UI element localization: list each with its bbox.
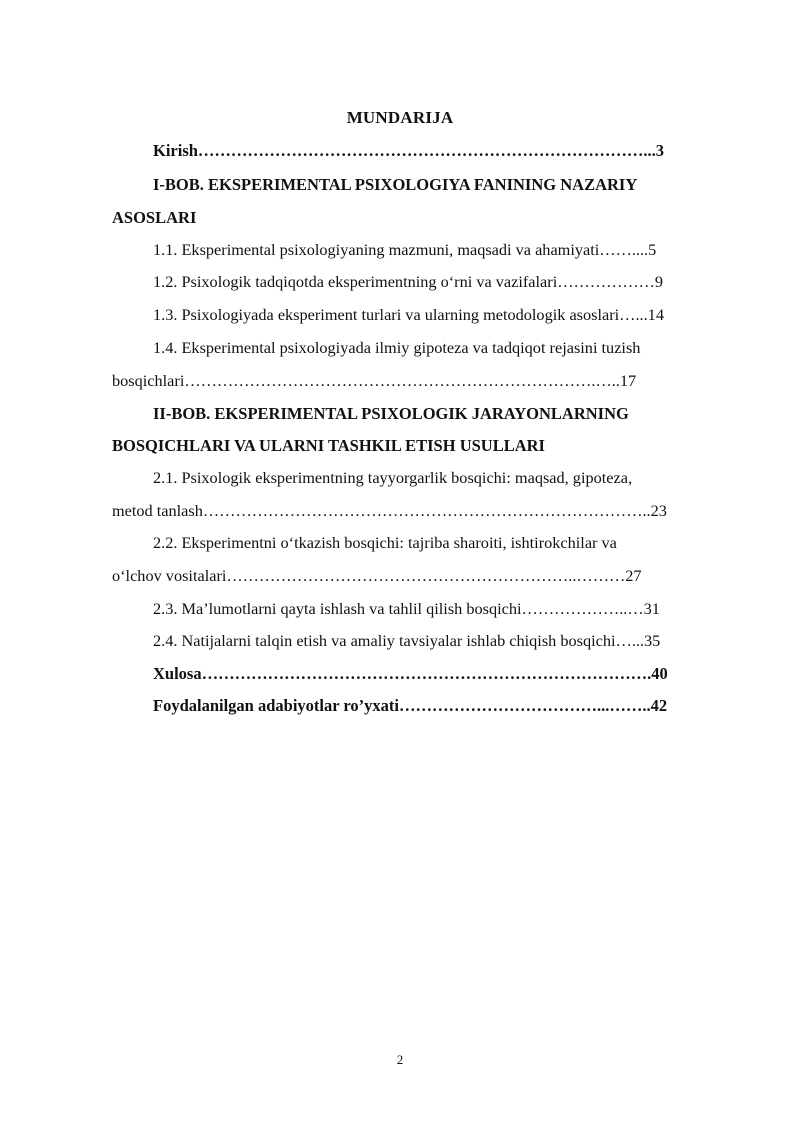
- toc-entry-2-1: 2.1. Psixologik eksperimentning tayyorgarlik bosqichi: maqsad, gipoteza,: [153, 468, 633, 487]
- toc-entry-1-3: 1.3. Psixologiyada eksperiment turlari va ularning metodologik asoslari…...14: [153, 305, 664, 324]
- toc-chapter-1-heading-cont: ASOSLARI: [112, 208, 197, 227]
- toc-entry-2-3: 2.3. Ma’lumotlarni qayta ishlash va tahlil qilish bosqichi………………..…31: [153, 599, 660, 618]
- page-title: MUNDARIJA: [346, 108, 454, 127]
- toc-entry-introduction: Kirish………………………………………………………………………...3: [153, 141, 665, 160]
- toc-entry-2-2: 2.2. Eksperimentni o‘tkazish bosqichi: tajriba sharoiti, ishtirokchilar va: [153, 533, 617, 552]
- toc-entry-references: Foydalanilgan adabiyotlar ro’yxati………………………………...……..42: [153, 696, 668, 715]
- toc-chapter-2-heading: II-BOB. EKSPERIMENTAL PSIXOLOGIK JARAYONLARNING: [153, 404, 629, 423]
- toc-entry-2-4: 2.4. Natijalarni talqin etish va amaliy tavsiyalar ishlab chiqish bosqichi…...35: [153, 631, 661, 650]
- toc-entry-1-4-cont: bosqichlari………………………………………………………………….…..17: [112, 371, 637, 390]
- toc-entry-1-4: 1.4. Eksperimental psixologiyada ilmiy gipoteza va tadqiqot rejasini tuzish: [153, 338, 641, 357]
- toc-entry-2-1-cont: metod tanlash………………………………………………………………………..23: [112, 501, 667, 520]
- toc-chapter-1-heading: I-BOB. EKSPERIMENTAL PSIXOLOGIYA FANINING NAZARIY: [153, 175, 638, 194]
- toc-entry-2-2-cont: o‘lchov vositalari………………………………………………………..………27: [112, 566, 642, 585]
- toc-entry-conclusion: Xulosa……………………………………………………………………….40: [153, 664, 668, 683]
- toc-chapter-2-heading-cont: BOSQICHLARI VA ULARNI TASHKIL ETISH USULLARI: [112, 436, 545, 455]
- toc-entry-1-2: 1.2. Psixologik tadqiqotda eksperimentning o‘rni va vazifalari………………9: [153, 272, 664, 291]
- page-number: 2: [396, 1052, 404, 1067]
- toc-entry-1-1: 1.1. Eksperimental psixologiyaning mazmuni, maqsadi va ahamiyati……....5: [153, 240, 657, 259]
